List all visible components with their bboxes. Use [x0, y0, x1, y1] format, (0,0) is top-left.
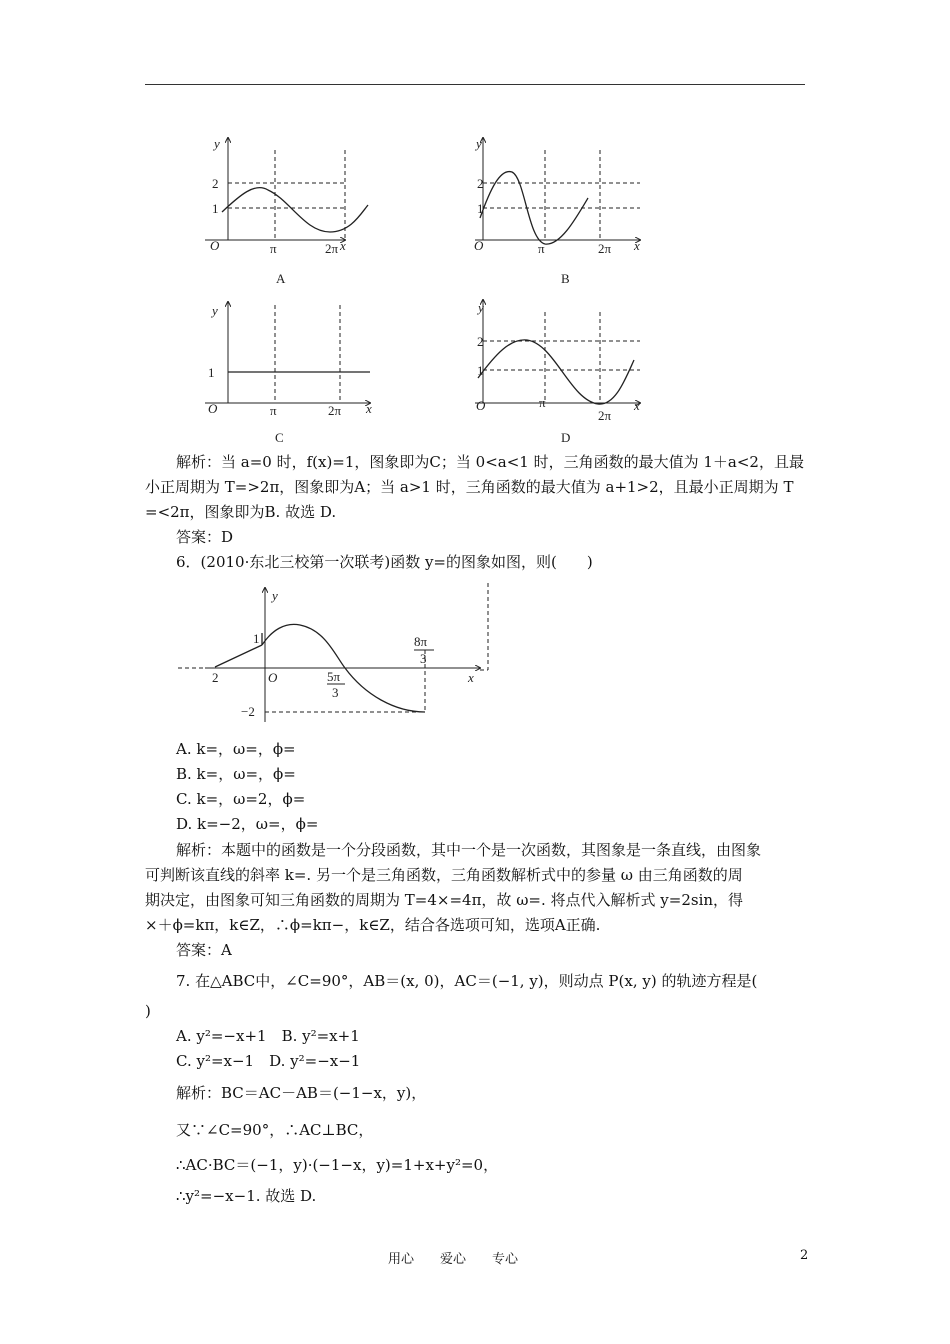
- graph-caption: D: [561, 430, 571, 445]
- tick-label: 3: [420, 651, 427, 666]
- tick-label: 3: [332, 685, 339, 700]
- axis-label: y: [272, 588, 278, 603]
- tick-label: −2: [241, 704, 255, 719]
- tick-label: 2π: [598, 241, 612, 256]
- origin-label: O: [208, 401, 218, 416]
- graph-b: [475, 138, 640, 244]
- q6-stem: 6．(2010·东北三校第一次联考)函数 y=的图象如图，则( ): [176, 553, 593, 571]
- tick-label: π: [539, 395, 546, 410]
- tick-label: 2π: [328, 403, 342, 418]
- tick-label: π: [270, 403, 277, 418]
- graph-a: [205, 138, 368, 240]
- axis-label: x: [634, 398, 640, 413]
- q5-answer: 答案：D: [176, 528, 234, 546]
- origin-label: O: [474, 238, 484, 253]
- tick-label: 1: [208, 365, 215, 380]
- q6-solution-line: 可判断该直线的斜率 k=. 另一个是三角函数，三角函数解析式中的参量 ω 由三角函数的周: [145, 866, 743, 884]
- axis-label: x: [468, 670, 474, 685]
- axis-label: x: [634, 238, 640, 253]
- q7-options: A. y²=−x+1 B. y²=x+1: [176, 1027, 360, 1045]
- q6-option-b: B. k=，ω=，ϕ=: [176, 765, 296, 783]
- tick-label: 1: [477, 201, 484, 216]
- tick-label: 2π: [325, 241, 339, 256]
- axis-label: y: [214, 136, 220, 151]
- q7-stem-cont: ): [145, 1002, 151, 1020]
- q7-stem: 7. 在△ABC中，∠C=90°，AB＝(x, 0)，AC＝(−1, y)，则动点 P(x, y) 的轨迹方程是(: [176, 972, 758, 990]
- graph-d: [475, 300, 640, 404]
- tick-label: 2: [477, 334, 484, 349]
- axis-label: y: [476, 136, 482, 151]
- graph-caption: A: [276, 271, 286, 286]
- graph-caption: B: [561, 271, 570, 286]
- q6-solution-line: 期决定，由图象可知三角函数的周期为 T=4×=4π，故 ω=. 将点代入解析式 y=2sin，得: [145, 891, 744, 909]
- q6-answer: 答案：A: [176, 941, 232, 959]
- q7-solution-line: ∴y²=−x−1. 故选 D.: [176, 1187, 317, 1205]
- q6-option-d: D. k=−2，ω=，ϕ=: [176, 815, 319, 833]
- origin-label: O: [476, 398, 486, 413]
- tick-label: 2π: [598, 408, 612, 423]
- tick-label: 8π: [414, 634, 428, 649]
- q5-solution-line: 小正周期为 T=>2π，图象即为A；当 a>1 时，三角函数的最大值为 a+1>2，且最小正周期为 T: [145, 478, 794, 496]
- q5-solution-line: 解析：当 a=0 时，f(x)=1，图象即为C；当 0<a<1 时，三角函数的最大值为 1＋a<2，且最: [176, 453, 804, 471]
- axis-label: y: [212, 303, 218, 318]
- q7-solution-line: ∴AC·BC＝(−1，y)·(−1−x，y)=1+x+y²=0，: [176, 1156, 499, 1174]
- origin-label: O: [210, 238, 220, 253]
- page-number: 2: [800, 1248, 809, 1263]
- axis-label: x: [340, 238, 346, 253]
- q7-solution-line: 又∵∠C=90°，∴AC⊥BC，: [176, 1121, 374, 1139]
- tick-label: π: [538, 241, 545, 256]
- q7-options: C. y²=x−1 D. y²=−x−1: [176, 1052, 361, 1070]
- q6-solution-line: 解析：本题中的函数是一个分段函数，其中一个是一次函数，其图象是一条直线，由图象: [176, 841, 762, 859]
- tick-label: 1: [253, 631, 260, 646]
- q6-solution-line: ×＋ϕ=kπ，k∈Z，∴ϕ=kπ−，k∈Z，结合各选项可知，选项A正确.: [145, 916, 601, 934]
- tick-label: 2: [212, 176, 219, 191]
- origin-label: O: [268, 670, 278, 685]
- tick-label: 1: [477, 363, 484, 378]
- q6-option-c: C. k=，ω=2，ϕ=: [176, 790, 306, 808]
- footer-text: 用心 爱心 专心: [388, 1252, 519, 1267]
- tick-label: 2: [477, 176, 484, 191]
- q5-solution-line: =<2π，图象即为B. 故选 D.: [145, 503, 337, 521]
- graph-caption: C: [275, 430, 284, 445]
- q6-option-a: A. k=，ω=，ϕ=: [176, 740, 296, 758]
- axis-label: x: [366, 401, 372, 416]
- tick-label: π: [270, 241, 277, 256]
- q7-solution-line: 解析：BC＝AC－AB＝(−1−x，y)，: [176, 1084, 427, 1102]
- axis-label: y: [478, 300, 484, 315]
- tick-label: 1: [212, 201, 219, 216]
- tick-label: 2: [212, 670, 219, 685]
- graph-c: [205, 302, 370, 403]
- tick-label: 5π: [327, 669, 341, 684]
- graph-q6: [178, 583, 488, 722]
